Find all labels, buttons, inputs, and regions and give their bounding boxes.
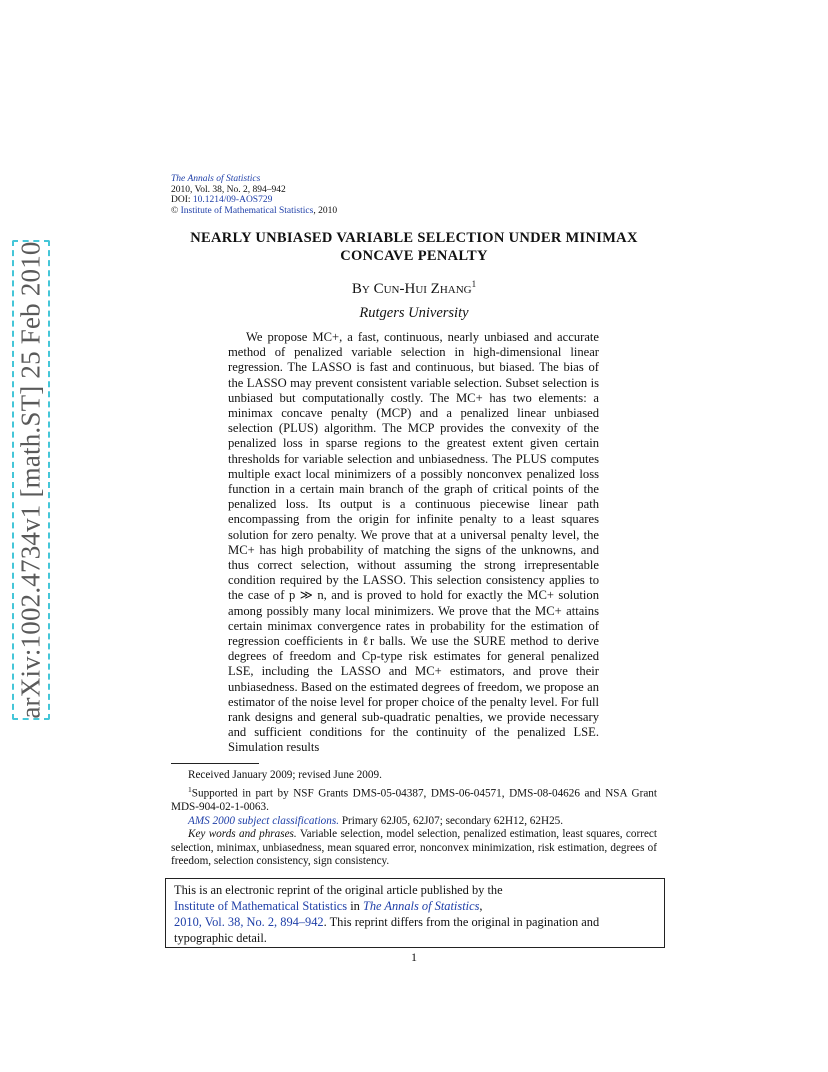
publisher-link[interactable]: Institute of Mathematical Statistics <box>180 205 314 216</box>
support-text: Supported in part by NSF Grants DMS-05-04387, DMS-06-04571, DMS-08-04626 and NSA Grant MDS-904-02-1-0063. <box>171 787 657 813</box>
journal-volume: 2010, Vol. 38, No. 2, 894–942 <box>171 184 286 195</box>
doi-link[interactable]: 10.1214/09-AOS729 <box>192 195 273 205</box>
footnotes <box>171 769 657 869</box>
journal-doi-line <box>171 195 337 206</box>
reprint-rest: . This reprint differs from the original in pagination and typographic detail. <box>174 915 600 945</box>
affiliation: Rutgers University <box>359 305 469 321</box>
ams-link[interactable]: AMS 2000 subject classifications. <box>188 814 340 827</box>
reprint-journal-link[interactable]: The Annals of Statistics <box>362 899 480 913</box>
support-note <box>171 783 657 815</box>
author-footnote-mark[interactable]: 1 <box>471 279 477 289</box>
reprint-notice <box>165 878 665 948</box>
title-line-1: NEARLY UNBIASED VARIABLE SELECTION UNDER MINIMAX <box>190 230 638 246</box>
journal-name[interactable]: The Annals of Statistics <box>171 174 261 184</box>
author-line <box>160 279 668 298</box>
copyright-icon: © <box>171 205 179 216</box>
keywords-label: Key words and phrases. <box>188 828 297 841</box>
support-mark: 1 <box>188 784 192 794</box>
abstract: We propose MC+, a fast, continuous, nearly unbiased and accurate method of penalized variable selection in high-dimensional linear regression. The LASSO is fast and continuous, but biased. The bias of the LASSO may prevent consistent variable selection. Subset selection is unbiased but computationally costly. The MC+ has two elements: a minimax concave penalty (MCP) and a penalized linear unbiased selection (PLUS) algorithm. The MCP provides the convexity of the penalized loss in sparse regions to the greatest extent given certain thresholds for variable selection and unbiasedness. The PLUS computes multiple exact local minimizers of a possibly nonconvex penalized loss function in a certain main branch of the graph of critical points of the penalized loss. Its output is a continuous piecewise linear path encompassing from the origin for infinite penalty to a least squares solution for zero penalty. We prove that at a universal penalty level, the MC+ has high probability of matching the signs of the unknowns, and thus correct selection, without assuming the strong irrepresentable condition required by the LASSO. This selection consistency applies to the case of p ≫ n, and is proved to hold for exactly the MC+ solution among possibly many local minimizers. We prove that the MC+ attains certain minimax convergence rates in probability for the estimation of regression coefficients in ℓr balls. We use the SURE method to derive degrees of freedom and Cp-type risk estimates for general penalized LSE, including the LASSO and MC+ estimators, and prove their unbiasedness. Based on the estimated degrees of freedom, we propose an estimator of the noise level for proper choice of the penalty level. For full rank designs and general sub-quadratic penalties, we provide necessary and sufficient conditions for the continuity of the penalized LSE. Simulation results <box>228 330 599 755</box>
ams-text: Primary 62J05, 62J07; secondary 62H12, 62H25. <box>339 814 564 827</box>
reprint-publisher-link[interactable]: Institute of Mathematical Statistics <box>174 899 348 913</box>
doi-label: DOI: <box>171 195 193 205</box>
copyright-year: , 2010 <box>313 205 338 216</box>
paper-title <box>160 229 668 265</box>
footnote-rule <box>171 763 259 764</box>
keywords-text: Variable selection, model selection, penalized estimation, least squares, correct selection, minimax, unbiasedness, mean squared error, nonconvex minimization, risk estimation, degrees of freedom, selection consistency, sign consistency. <box>171 828 657 868</box>
arxiv-stamp <box>0 0 60 1072</box>
journal-header <box>171 174 337 216</box>
reprint-comma: , <box>479 899 483 913</box>
author-name: Cun-Hui Zhang <box>373 281 472 297</box>
author-by: By <box>351 281 374 297</box>
title-line-2: CONCAVE PENALTY <box>340 248 488 264</box>
journal-copyright <box>171 206 337 217</box>
reprint-in: in <box>347 899 363 913</box>
keywords-note <box>171 828 657 869</box>
reprint-line-1: This is an electronic reprint of the original article published by the <box>174 883 503 897</box>
reprint-citation-link[interactable]: 2010, Vol. 38, No. 2, 894–942 <box>174 915 324 929</box>
page-number: 1 <box>411 950 417 964</box>
ams-note <box>171 815 657 829</box>
arxiv-identifier[interactable]: arXiv:1002.4734v1 [math.ST] 25 Feb 2010 <box>15 241 46 719</box>
received-note: Received January 2009; revised June 2009. <box>188 769 382 781</box>
